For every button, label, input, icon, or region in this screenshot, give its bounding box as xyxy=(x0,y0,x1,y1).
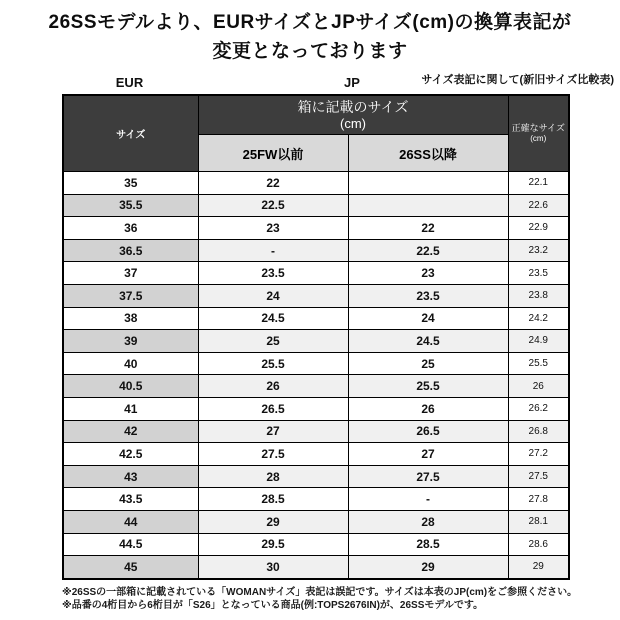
table-row xyxy=(63,556,569,579)
cell-eur: 37 xyxy=(63,262,198,285)
cell-eur: 35 xyxy=(63,172,198,195)
cell-exact: 27.5 xyxy=(508,465,569,488)
header-box-size-label: 箱に記載のサイズ xyxy=(297,99,409,115)
cell-eur: 43 xyxy=(63,465,198,488)
cell-fw25: 22 xyxy=(198,172,348,195)
table-row xyxy=(63,239,569,262)
cell-fw25: 23 xyxy=(198,217,348,240)
header-exact-size xyxy=(508,95,569,172)
side-note: サイズ表記に関して(新旧サイズ比較表) xyxy=(421,74,614,86)
cell-ss26: 25 xyxy=(348,352,508,375)
cell-eur: 40.5 xyxy=(63,375,198,398)
header-size: サイズ xyxy=(63,95,198,172)
cell-ss26: 26.5 xyxy=(348,420,508,443)
cell-fw25: 24.5 xyxy=(198,307,348,330)
cell-ss26: 25.5 xyxy=(348,375,508,398)
cell-fw25: 28 xyxy=(198,465,348,488)
cell-ss26: 28.5 xyxy=(348,533,508,556)
cell-exact: 23.5 xyxy=(508,262,569,285)
table-row xyxy=(63,510,569,533)
cell-ss26: 23 xyxy=(348,262,508,285)
cell-eur: 42.5 xyxy=(63,443,198,466)
header-exact-size-unit: (cm) xyxy=(530,134,547,143)
table-row xyxy=(63,307,569,330)
cell-eur: 37.5 xyxy=(63,284,198,307)
page-title-line1: 26SSモデルより、EURサイズとJPサイズ(cm)の換算表記が xyxy=(48,12,572,33)
table-row xyxy=(63,262,569,285)
cell-fw25: 29 xyxy=(198,510,348,533)
cell-fw25: 27.5 xyxy=(198,443,348,466)
cell-exact: 27.8 xyxy=(508,488,569,511)
footnote-2: ※品番の4桁目から6桁目が「S26」となっている商品(例:TOPS2676IN)が、26SSモデルです。 xyxy=(62,599,484,611)
cell-fw25: 30 xyxy=(198,556,348,579)
cell-eur: 42 xyxy=(63,420,198,443)
cell-ss26: 24.5 xyxy=(348,330,508,353)
cell-ss26: 22 xyxy=(348,217,508,240)
table-row xyxy=(63,330,569,353)
cell-eur: 43.5 xyxy=(63,488,198,511)
column-group-labels xyxy=(0,66,620,94)
header-box-size-unit: (cm) xyxy=(340,116,366,131)
cell-ss26: 26 xyxy=(348,397,508,420)
table-row xyxy=(63,465,569,488)
cell-fw25: 29.5 xyxy=(198,533,348,556)
cell-eur: 39 xyxy=(63,330,198,353)
footnotes xyxy=(62,586,620,612)
cell-exact: 28.6 xyxy=(508,533,569,556)
cell-exact: 26.2 xyxy=(508,397,569,420)
footnote-1: ※26SSの一部箱に記載されている「WOMANサイズ」表記は誤記です。サイズは本表のJP(cm)をご参照ください。 xyxy=(62,586,578,598)
cell-fw25: 25.5 xyxy=(198,352,348,375)
cell-fw25: 24 xyxy=(198,284,348,307)
cell-ss26 xyxy=(348,172,508,195)
cell-ss26: 27 xyxy=(348,443,508,466)
page-title-line2: 変更となっております xyxy=(212,41,408,62)
header-26ss: 26SS以降 xyxy=(348,135,508,172)
cell-fw25: 23.5 xyxy=(198,262,348,285)
cell-fw25: 27 xyxy=(198,420,348,443)
cell-exact: 25.5 xyxy=(508,352,569,375)
cell-eur: 35.5 xyxy=(63,194,198,217)
table-row xyxy=(63,397,569,420)
cell-exact: 26 xyxy=(508,375,569,398)
cell-eur: 40 xyxy=(63,352,198,375)
header-25fw: 25FW以前 xyxy=(198,135,348,172)
table-row xyxy=(63,217,569,240)
cell-ss26: - xyxy=(348,488,508,511)
eur-label: EUR xyxy=(115,75,144,90)
cell-eur: 44 xyxy=(63,510,198,533)
cell-exact: 24.2 xyxy=(508,307,569,330)
cell-ss26: 27.5 xyxy=(348,465,508,488)
cell-exact: 23.2 xyxy=(508,239,569,262)
page-title xyxy=(0,0,620,66)
cell-fw25: 26 xyxy=(198,375,348,398)
table-row xyxy=(63,533,569,556)
cell-eur: 36 xyxy=(63,217,198,240)
cell-exact: 24.9 xyxy=(508,330,569,353)
table-row xyxy=(63,172,569,195)
cell-ss26: 23.5 xyxy=(348,284,508,307)
cell-exact: 23.8 xyxy=(508,284,569,307)
header-row-group xyxy=(63,95,569,135)
cell-fw25: - xyxy=(198,239,348,262)
cell-ss26: 24 xyxy=(348,307,508,330)
cell-ss26: 22.5 xyxy=(348,239,508,262)
cell-eur: 38 xyxy=(63,307,198,330)
cell-ss26: 29 xyxy=(348,556,508,579)
header-box-size xyxy=(198,95,508,135)
cell-ss26: 28 xyxy=(348,510,508,533)
cell-eur: 45 xyxy=(63,556,198,579)
cell-exact: 28.1 xyxy=(508,510,569,533)
jp-label: JP xyxy=(344,75,360,90)
cell-fw25: 25 xyxy=(198,330,348,353)
cell-exact: 22.9 xyxy=(508,217,569,240)
cell-exact: 27.2 xyxy=(508,443,569,466)
size-table-body xyxy=(63,172,569,579)
cell-exact: 22.1 xyxy=(508,172,569,195)
table-row xyxy=(63,375,569,398)
cell-ss26 xyxy=(348,194,508,217)
cell-eur: 36.5 xyxy=(63,239,198,262)
cell-fw25: 28.5 xyxy=(198,488,348,511)
table-row xyxy=(63,420,569,443)
cell-eur: 41 xyxy=(63,397,198,420)
cell-fw25: 22.5 xyxy=(198,194,348,217)
table-row xyxy=(63,284,569,307)
cell-exact: 22.6 xyxy=(508,194,569,217)
header-exact-size-label: 正確なサイズ xyxy=(511,123,565,133)
size-conversion-table xyxy=(62,94,570,580)
table-row xyxy=(63,488,569,511)
table-row xyxy=(63,352,569,375)
cell-exact: 26.8 xyxy=(508,420,569,443)
cell-exact: 29 xyxy=(508,556,569,579)
table-row xyxy=(63,194,569,217)
table-row xyxy=(63,443,569,466)
cell-fw25: 26.5 xyxy=(198,397,348,420)
cell-eur: 44.5 xyxy=(63,533,198,556)
